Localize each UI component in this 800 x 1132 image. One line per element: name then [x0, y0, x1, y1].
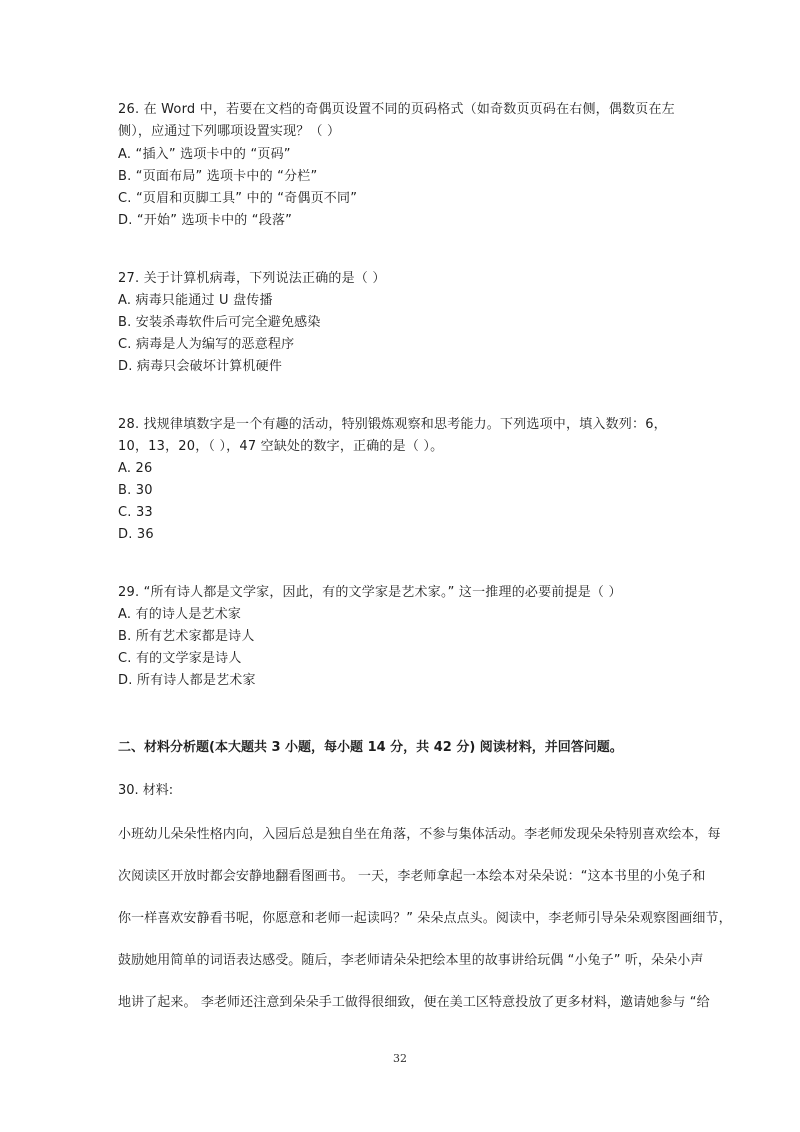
q27-option-d: D. 病毒只会破坏计算机硬件	[118, 359, 283, 374]
q30-label: 30. 材料:	[118, 783, 174, 798]
q26-option-d: D. “开始” 选项卡中的 “段落”	[118, 213, 293, 228]
q28-stem-line1: 28. 找规律填数字是一个有趣的活动，特别锻炼观察和思考能力。下列选项中，填入数列：6，	[118, 417, 667, 432]
q27-stem-line1: 27. 关于计算机病毒，下列说法正确的是（ ）	[118, 271, 386, 286]
q26-option-c: C. “页眉和页脚工具” 中的 “奇偶页不同”	[118, 191, 358, 206]
q30-material-line4: 鼓励她用简单的词语表达感受。随后，李老师请朵朵把绘本里的故事讲给玩偶 “小兔子” 听，朵朵小声	[118, 953, 704, 968]
q30-material-line2: 次阅读区开放时都会安静地翻看图画书。 一天，李老师拿起一本绘本对朵朵说：“这本书里的小兔子和	[118, 869, 706, 884]
q29-option-b: B. 所有艺术家都是诗人	[118, 629, 255, 644]
q27-option-a: A. 病毒只能通过 U 盘传播	[118, 293, 273, 308]
q26-stem-line2: 侧），应通过下列哪项设置实现？（ ）	[118, 124, 341, 139]
q29-option-a: A. 有的诗人是艺术家	[118, 607, 242, 622]
q29-option-d: D. 所有诗人都是艺术家	[118, 673, 256, 688]
q29-stem-line1: 29. “所有诗人都是文学家，因此，有的文学家是艺术家。” 这一推理的必要前提是（ ）	[118, 585, 622, 600]
q27-option-c: C. 病毒是人为编写的恶意程序	[118, 337, 295, 352]
q26-option-b: B. “页面布局” 选项卡中的 “分栏”	[118, 169, 318, 184]
page-number: 32	[393, 1052, 407, 1065]
q27-option-b: B. 安装杀毒软件后可完全避免感染	[118, 315, 321, 330]
q28-stem-line2: 10，13，20，（ ），47 空缺处的数字，正确的是（ ）。	[118, 439, 444, 454]
q28-option-d: D. 36	[118, 527, 154, 542]
q28-option-c: C. 33	[118, 505, 153, 520]
q28-option-a: A. 26	[118, 461, 153, 476]
q26-option-a: A. “插入” 选项卡中的 “页码”	[118, 147, 291, 162]
q29-option-c: C. 有的文学家是诗人	[118, 651, 242, 666]
q30-material-line3: 你一样喜欢安静看书呢，你愿意和老师一起读吗？” 朵朵点点头。阅读中，李老师引导朵朵观察图画细节，	[118, 911, 732, 926]
q30-material-line1: 小班幼儿朵朵性格内向，入园后总是独自坐在角落，不参与集体活动。李老师发现朵朵特别喜欢绘本，每	[118, 827, 721, 842]
q26-stem-line1: 26. 在 Word 中，若要在文档的奇偶页设置不同的页码格式（如奇数页页码在右侧，偶数页在左	[118, 102, 675, 117]
q30-material-line5: 地讲了起来。 李老师还注意到朵朵手工做得很细致，便在美工区特意投放了更多材料，邀请她参与 “给	[118, 995, 710, 1010]
section2-heading: 二、材料分析题(本大题共 3 小题，每小题 14 分，共 42 分) 阅读材料，并回答问题。	[118, 740, 623, 755]
q28-option-b: B. 30	[118, 483, 153, 498]
